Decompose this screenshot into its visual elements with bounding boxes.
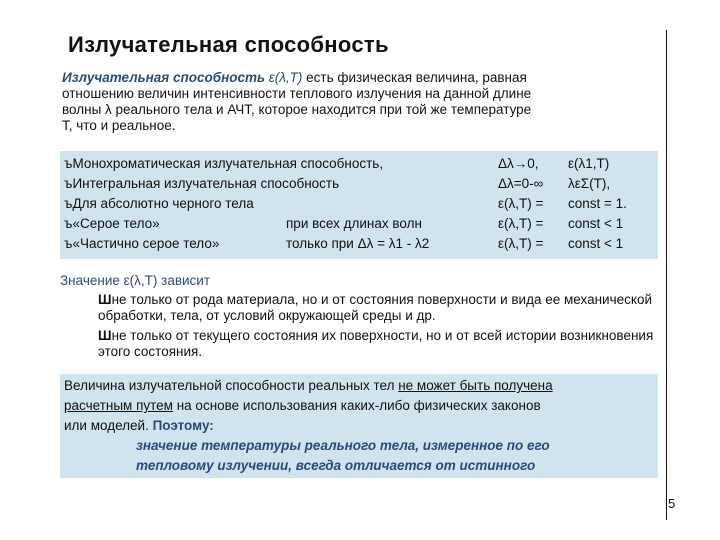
table-row (60, 155, 658, 173)
table-row (60, 215, 658, 233)
note-line-3 (64, 416, 214, 436)
note-text: Величина излучательной способности реальных тел (64, 378, 399, 393)
table-row (60, 195, 658, 213)
definition-line-4: T, что и реальное. (62, 118, 176, 133)
type-value: const < 1 (568, 236, 624, 251)
definition-term: Излучательная способность (62, 70, 266, 85)
note-text: на основе использования каких-либо физических законов (172, 398, 541, 413)
type-limit: Δλ=0-∞ (498, 176, 544, 191)
page-title: Излучательная способность (68, 32, 389, 57)
list-item-text: не только от текущего состояния их поверхности, но и от всей истории возникновения этого состояния. (98, 328, 654, 359)
note-text: или моделей. (64, 418, 153, 433)
note-line-2 (64, 396, 541, 416)
page-number: 5 (668, 496, 676, 511)
type-name: ъ«Серое тело» (64, 216, 160, 231)
note-box (60, 374, 658, 478)
note-line-1 (64, 376, 553, 396)
types-table (60, 151, 658, 259)
type-condition: только при Δλ = λ1 - λ2 (286, 236, 430, 251)
note-emphasis: не может быть получена (398, 378, 553, 393)
bullet-marker: Ш (98, 328, 112, 343)
definition-line-3: волны λ реального тела и АЧТ, которое находится при той же температуре (62, 102, 532, 117)
definition-line-1 (62, 70, 662, 86)
type-value: λεΣ(T), (568, 176, 611, 191)
type-value: ε(λ1,T) (568, 156, 610, 171)
type-name: ъМонохроматическая излучательная способность, (64, 156, 384, 171)
vertical-divider (666, 30, 667, 520)
list-item (98, 292, 658, 324)
type-condition: при всех длинах волн (286, 216, 422, 231)
type-limit: ε(λ,T) = (498, 236, 544, 251)
type-value: const = 1. (568, 196, 627, 211)
bullet-marker: Ш (98, 292, 112, 307)
type-name: ъДля абсолютно черного тела (64, 196, 254, 211)
list-item-text: не только от рода материала, но и от состояния поверхности и вида ее механической обработки, тела, от условий окружающей среды и др. (98, 292, 652, 323)
dependence-list (98, 292, 658, 364)
type-value: const < 1 (568, 216, 624, 231)
type-name: ъ«Частично серое тело» (64, 236, 220, 251)
definition-symbol: ε(λ,T) (268, 70, 303, 85)
definition-text-1: есть физическая величина, равная (302, 70, 527, 85)
definition-paragraph (62, 70, 662, 134)
table-row (60, 235, 658, 253)
definition-line-2: отношению величин интенсивности теплового излучения на данной длине (62, 86, 532, 101)
type-limit: Δλ→0, (498, 156, 539, 171)
conclusion-line-2: тепловому излучении, всегда отличается от истинного (136, 458, 536, 473)
conclusion-line-1: значение температуры реального тела, измеренное по его (136, 438, 550, 453)
note-emphasis: расчетным путем (64, 398, 173, 413)
dependence-heading: Значение ε(λ,T) зависит (60, 273, 211, 288)
type-name: ъИнтегральная излучательная способность (64, 176, 340, 191)
table-row (60, 175, 658, 193)
type-limit: ε(λ,T) = (498, 196, 544, 211)
note-keyword: Поэтому: (152, 418, 214, 433)
list-item (98, 328, 658, 360)
type-limit: ε(λ,T) = (498, 216, 544, 231)
